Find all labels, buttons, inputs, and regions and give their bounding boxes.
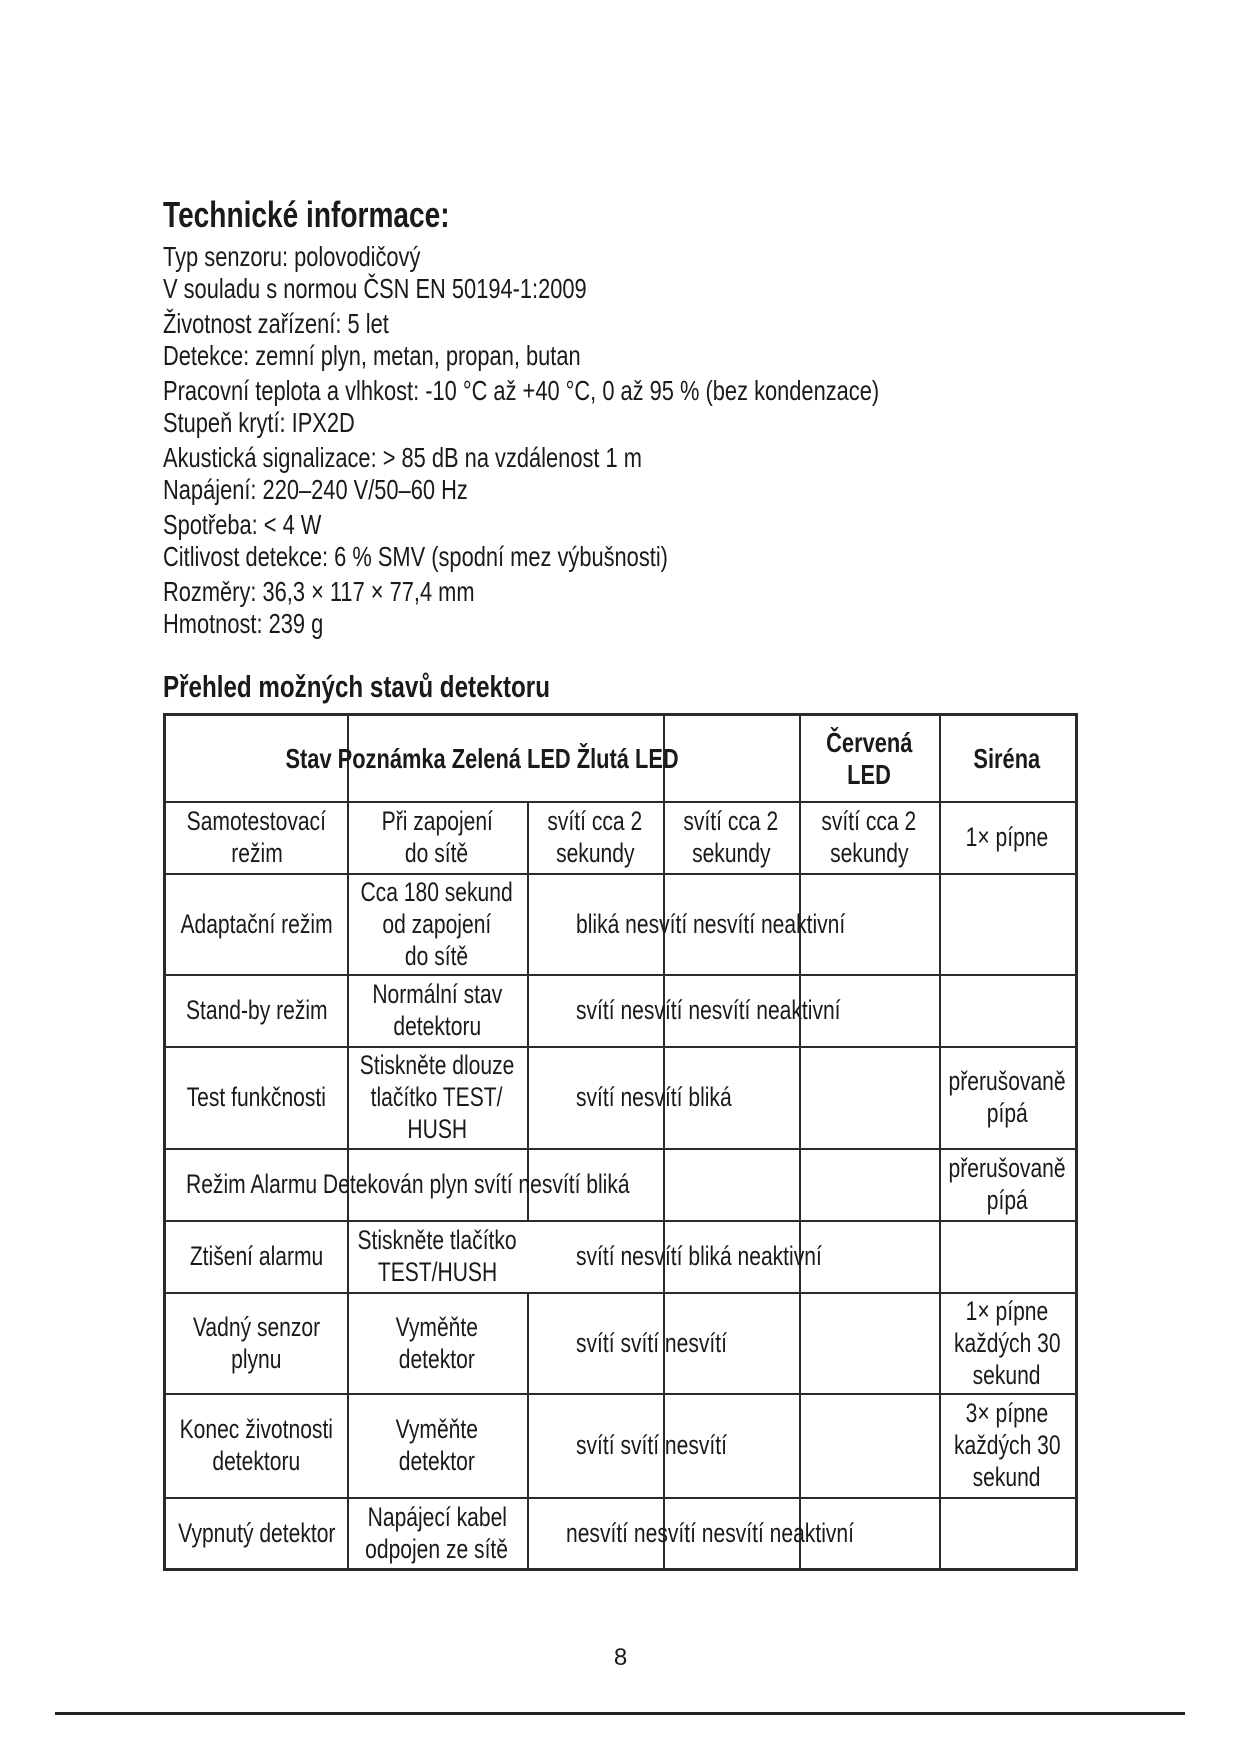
- cell-note: Normální stav detektoru: [372, 979, 502, 1041]
- cell-state: Ztišení alarmu: [189, 1241, 324, 1271]
- spec-item: Rozměry: 36,3 × 117 × 77,4 mm: [163, 576, 475, 607]
- cell-state: Samotestovací režim: [186, 806, 327, 868]
- cell-note: Napájecí kabel odpojen ze sítě: [365, 1501, 509, 1564]
- cell-note: Při zapojení do sítě: [381, 806, 493, 868]
- cell-merged-values: svítí nesvítí nesvítí neaktivní: [576, 995, 841, 1025]
- section-title: Technické informace:: [163, 194, 450, 235]
- cell-siren: 1× pípne každých 30 sekund: [953, 1295, 1061, 1390]
- cell-siren: 1× pípne: [965, 822, 1049, 852]
- cell-merged-values: svítí nesvítí bliká: [576, 1082, 732, 1112]
- table-title: Přehled možných stavů detektoru: [163, 669, 550, 704]
- spec-item: Spotřeba: < 4 W: [163, 509, 322, 540]
- page-number: 8: [613, 1644, 628, 1671]
- footer-rule: [55, 1712, 1185, 1715]
- spec-item: Životnost zařízení: 5 let: [163, 308, 389, 339]
- cell-merged-row: Režim Alarmu Detekován plyn svítí nesvítí bliká: [186, 1169, 630, 1199]
- cell-note: Stiskněte tlačítko TEST/HUSH: [357, 1225, 517, 1287]
- cell-state: Vypnutý detektor: [177, 1517, 336, 1548]
- cell-state: Stand-by režim: [185, 995, 328, 1025]
- spec-item: Stupeň krytí: IPX2D: [163, 407, 355, 438]
- spec-item: Detekce: zemní plyn, metan, propan, butan: [163, 340, 581, 371]
- spec-item: Hmotnost: 239 g: [163, 608, 324, 639]
- states-table: [163, 713, 1078, 1571]
- spec-list: [163, 241, 1063, 640]
- cell-state: Konec životnosti detektoru: [179, 1414, 334, 1476]
- spec-item: Typ senzoru: polovodičový: [163, 241, 421, 272]
- cell-merged-values: svítí svítí nesvítí: [576, 1430, 727, 1460]
- header-merged: Stav Poznámka Zelená LED Žlutá LED: [285, 742, 680, 774]
- header-siren: Siréna: [973, 742, 1041, 774]
- cell-note: Stiskněte dlouze tlačítko TEST/ HUSH: [359, 1050, 515, 1144]
- cell-state: Vadný senzor plynu: [192, 1311, 321, 1374]
- cell-state: Adaptační režim: [180, 908, 333, 939]
- cell-merged-values: nesvítí nesvítí nesvítí neaktivní: [566, 1517, 854, 1548]
- cell-siren: 3× pípne každých 30 sekund: [953, 1398, 1061, 1492]
- spec-item: Pracovní teplota a vlhkost: -10 °C až +40 °C, 0 až 95 % (bez kondenzace): [163, 375, 880, 406]
- spec-item: Akustická signalizace: > 85 dB na vzdálenost 1 m: [163, 442, 642, 473]
- cell-note: Cca 180 sekund od zapojení do sítě: [360, 876, 514, 971]
- cell-merged-values: svítí nesvítí bliká neaktivní: [576, 1241, 822, 1271]
- cell-note: Vyměňte detektor: [395, 1311, 479, 1374]
- spec-item: Citlivost detekce: 6 % SMV (spodní mez výbušnosti): [163, 541, 668, 572]
- cell-merged-values: svítí svítí nesvítí: [576, 1327, 727, 1358]
- cell-merged-values: bliká nesvítí nesvítí neaktivní: [576, 908, 846, 939]
- spec-item: Napájení: 220–240 V/50–60 Hz: [163, 474, 468, 505]
- cell-green-led: svítí cca 2 sekundy: [547, 806, 643, 868]
- cell-siren: přerušovaně pípá: [948, 1153, 1066, 1215]
- cell-state: Test funkčnosti: [186, 1082, 327, 1112]
- spec-item: V souladu s normou ČSN EN 50194-1:2009: [163, 273, 587, 304]
- cell-note: Vyměňte detektor: [395, 1414, 479, 1476]
- cell-siren: přerušovaně pípá: [948, 1066, 1066, 1128]
- header-red-led: Červená LED: [825, 726, 913, 790]
- cell-red-led: svítí cca 2 sekundy: [821, 806, 917, 868]
- cell-yellow-led: svítí cca 2 sekundy: [683, 806, 779, 868]
